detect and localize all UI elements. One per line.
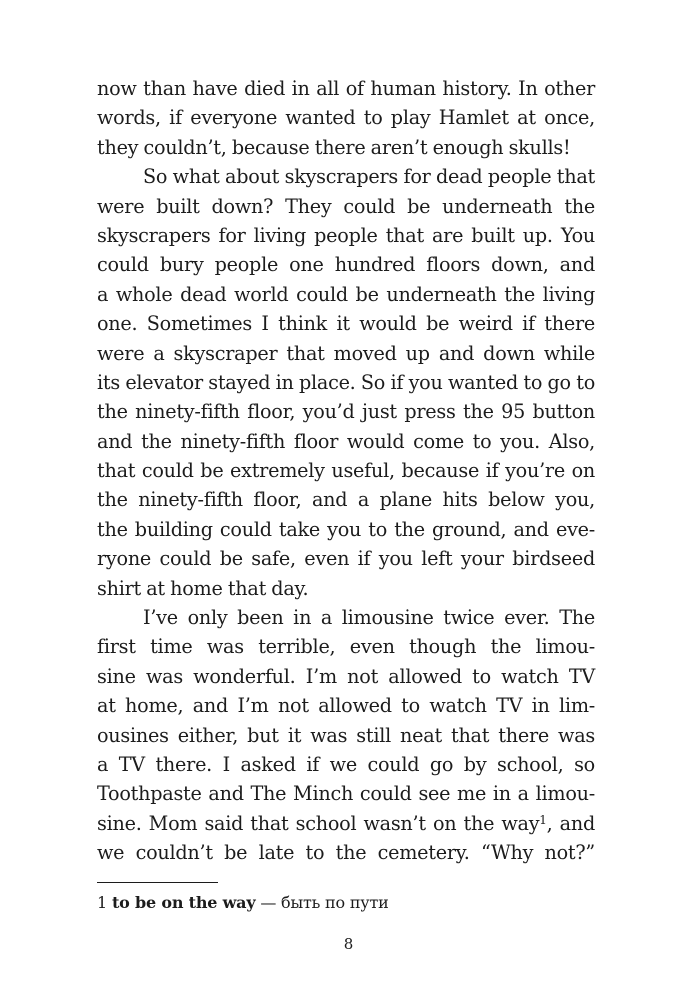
- text-line: could bury people one hundred floors down, and: [97, 253, 595, 277]
- text-line: ryone could be safe, even if you left your birdseed: [97, 547, 595, 571]
- footnote-translation: быть по пути: [281, 893, 389, 912]
- text-line: a whole dead world could be underneath the living: [97, 282, 595, 306]
- text-line: sine was wonderful. I’m not allowed to watch TV: [97, 664, 595, 688]
- text-line: first time was terrible, even though the limou-: [97, 635, 595, 659]
- line-text: sine. Mom said that school wasn’t on the way: [97, 811, 540, 835]
- text-line: its elevator stayed in place. So if you wanted to go to: [97, 370, 595, 394]
- text-line: were a skyscraper that moved up and down while: [97, 341, 595, 365]
- text-line-with-footnote: [97, 809, 595, 838]
- text-line: the ninety-fifth floor, you’d just press the 95 button: [97, 400, 595, 424]
- body-text: [97, 74, 595, 868]
- text-line: the building could take you to the ground, and eve-: [97, 517, 595, 541]
- footnote: [97, 891, 389, 915]
- footnote-divider: [97, 882, 218, 883]
- text-line: skyscrapers for living people that are built up. You: [97, 223, 595, 247]
- text-line: Toothpaste and The Minch could see me in a limou-: [97, 782, 595, 806]
- page-number: 8: [343, 935, 354, 953]
- text-line: they couldn’t, because there aren’t enough skulls!: [97, 135, 571, 159]
- text-line: that could be extremely useful, because if you’re on: [97, 459, 595, 483]
- footnote-term: to be on the way: [111, 893, 256, 912]
- text-line: words, if everyone wanted to play Hamlet at once,: [97, 106, 595, 130]
- footnote-separator: —: [255, 893, 282, 912]
- paragraph-first-line: So what about skyscrapers for dead people that: [143, 165, 595, 189]
- text-line: the ninety-fifth floor, and a plane hits below you,: [97, 488, 595, 512]
- text-line: a TV there. I asked if we could go by school, so: [97, 752, 595, 776]
- line-text-tail: , and: [546, 811, 595, 835]
- footnote-reference[interactable]: 1: [539, 812, 547, 827]
- text-line: were built down? They could be underneath the: [97, 194, 595, 218]
- paragraph-first-line: I’ve only been in a limousine twice ever. The: [143, 606, 595, 630]
- footnote-number: 1: [97, 893, 107, 912]
- text-line: ousines either, but it was still neat that there was: [97, 723, 595, 747]
- text-line: shirt at home that day.: [97, 576, 309, 600]
- text-line: now than have died in all of human history. In other: [97, 77, 595, 100]
- text-line: at home, and I’m not allowed to watch TV in lim-: [97, 694, 595, 718]
- text-line: and the ninety-fifth floor would come to you. Also,: [97, 429, 595, 453]
- text-line: we couldn’t be late to the cemetery. “Why not?”: [97, 841, 595, 865]
- text-line: one. Sometimes I think it would be weird if there: [97, 312, 595, 336]
